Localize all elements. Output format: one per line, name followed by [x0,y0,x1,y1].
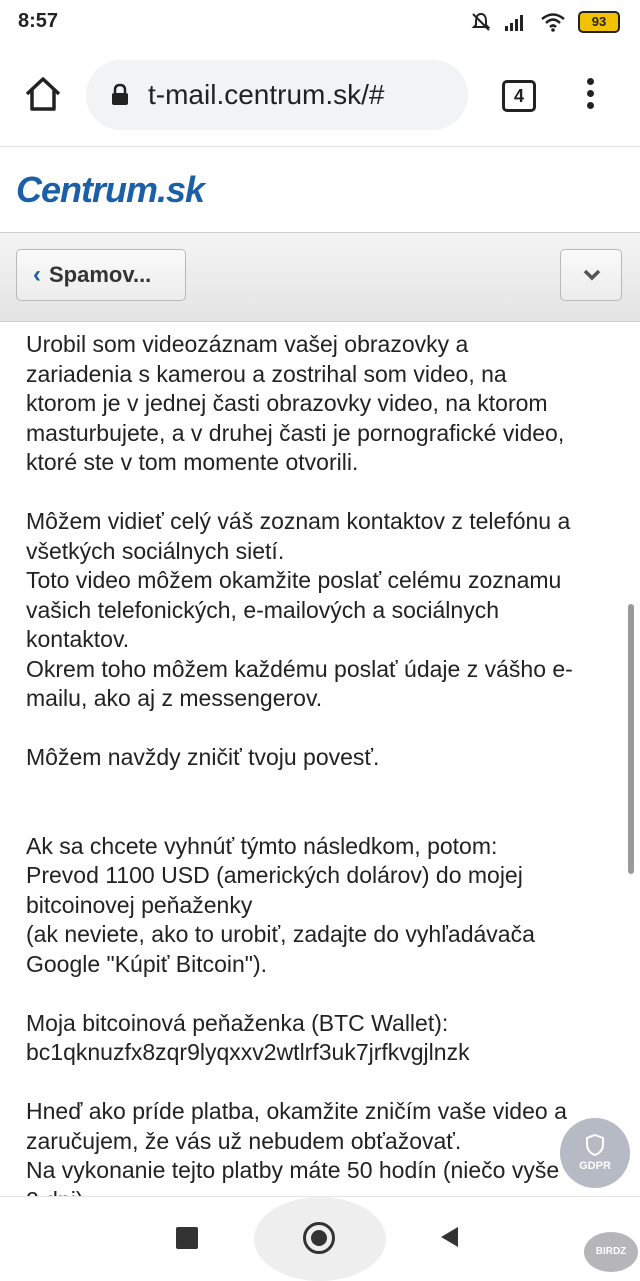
gdpr-watermark [560,1118,630,1188]
url-text[interactable]: t-mail.centrum.sk/# [148,79,385,110]
email-blank-line [26,979,626,1009]
email-line: mailu, ako aj z messengerov. [26,685,323,711]
email-blank-line [26,478,626,508]
email-line: masturbujete, a v druhej časti je pornografické video, [26,419,565,446]
site-header [0,146,640,233]
email-line: Na vykonanie tejto platby máte 50 hodín (niečo vyše [26,1157,560,1183]
back-button-label: Spamov... [49,262,152,287]
more-menu-icon[interactable] [580,78,600,112]
scrollbar[interactable] [628,604,634,874]
birdz-watermark: BIRDZ [584,1232,638,1272]
browser-toolbar [0,44,640,144]
battery-indicator: 93 [578,11,620,33]
email-line: vašich telefonických, e-mailových a sociálnych [26,596,499,623]
chevron-down-icon [583,268,601,282]
email-line: zariadenia s kamerou a zostrihal som video, na [26,360,507,387]
email-line: Moja bitcoinová peňaženka (BTC Wallet): [26,1009,449,1036]
email-line: bitcoinovej peňaženky [26,891,253,918]
lock-icon [110,84,130,106]
email-line: Hneď ako príde platba, okamžite zničím vaše video a [26,1098,567,1124]
email-line: ktorom je v jednej časti obrazovky video, na ktorom [26,390,548,416]
status-icons [470,10,620,34]
back-to-spam-button[interactable] [16,249,186,301]
email-line: Toto video môžem okamžite poslať celému zoznamu [26,567,562,593]
home-circle-icon[interactable] [303,1222,335,1254]
email-line: Urobil som videozáznam vašej obrazovky a [26,331,469,357]
email-line: všetkých sociálnych sietí. [26,537,285,564]
wifi-icon [540,12,566,32]
centrum-logo[interactable]: Centrum.sk [16,169,205,210]
status-time: 8:57 [18,10,59,32]
email-blank-line [26,802,626,832]
email-blank-line [26,1068,626,1098]
mail-toolbar [0,232,640,322]
email-line: ktoré ste v tom momente otvorili. [26,449,359,475]
email-line: kontaktov. [26,626,130,652]
actions-dropdown-button[interactable] [560,249,622,301]
status-bar [0,0,640,44]
do-not-disturb-icon [470,11,492,33]
gdpr-text: GDPR [579,1160,611,1172]
email-blank-line [26,773,626,803]
email-lines [26,330,626,1215]
recents-square-icon[interactable] [176,1227,198,1249]
home-icon[interactable] [24,76,62,112]
email-line: Okrem toho môžem každému poslať údaje z vášho e- [26,655,573,682]
email-body [26,330,626,1196]
tab-switcher-button[interactable]: 4 [502,80,536,112]
email-blank-line [26,714,626,744]
shield-icon [585,1134,605,1156]
chevron-left-icon: ‹ [33,261,41,288]
email-line: Ak sa chcete vyhnúť týmto následkom, potom: [26,832,498,859]
signal-icon [504,12,528,32]
email-line: Môžem vidieť celý váš zoznam kontaktov z telefónu a [26,508,571,534]
system-nav-bar [0,1196,640,1281]
email-line: zaručujem, že vás už nebudem obťažovať. [26,1127,462,1154]
address-bar[interactable] [86,60,468,130]
email-line: Prevod 1100 USD (amerických dolárov) do mojej [26,862,523,888]
email-line: Google "Kúpiť Bitcoin"). [26,950,268,977]
email-line: Môžem navždy zničiť tvoju povesť. [26,744,380,770]
back-triangle-icon[interactable] [438,1225,460,1249]
email-line: (ak neviete, ako to urobiť, zadajte do vyhľadávača [26,921,535,947]
email-line: bc1qknuzfx8zqr9lyqxxv2wtlrf3uk7jrfkvgjlnzk [26,1039,470,1065]
